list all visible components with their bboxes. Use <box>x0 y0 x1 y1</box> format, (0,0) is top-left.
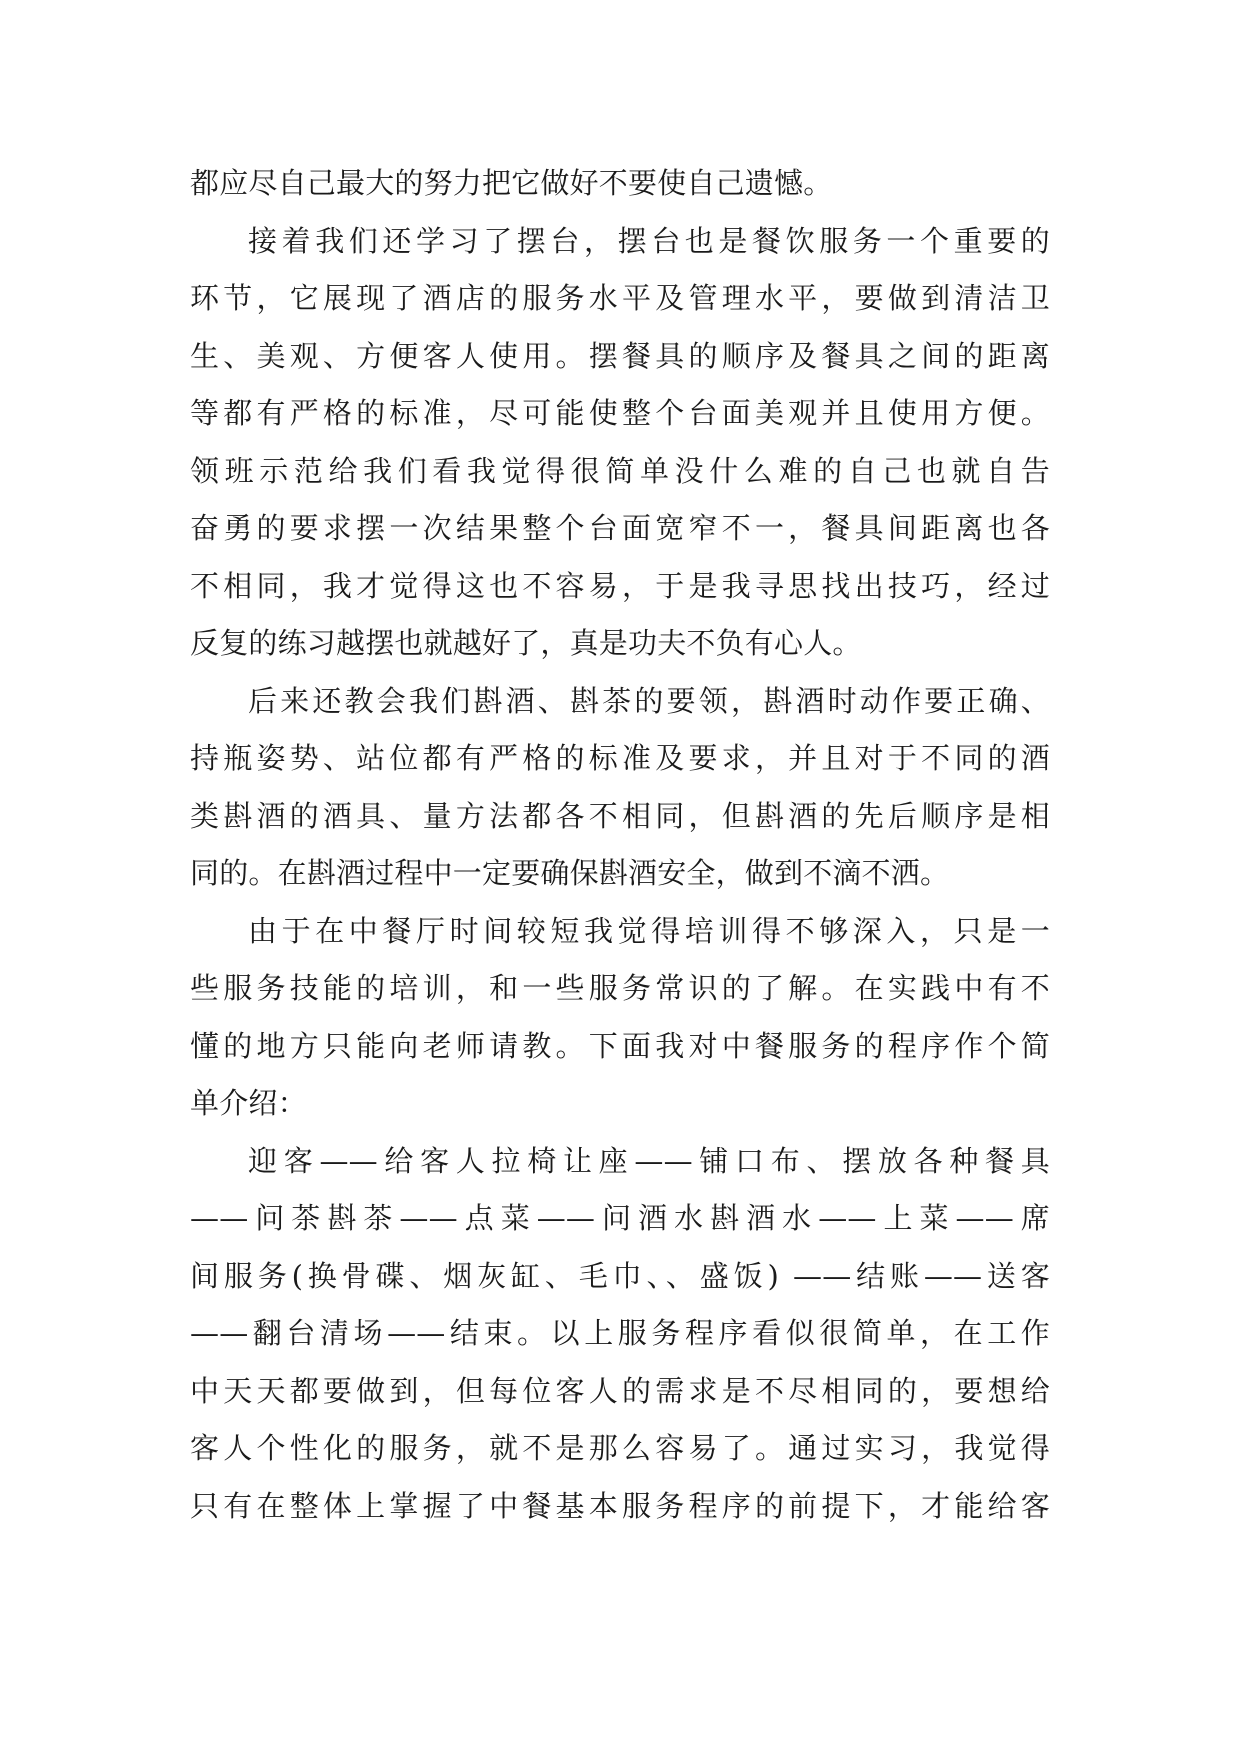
text-line: 类斟酒的酒具、量方法都各不相同，但斟酒的先后顺序是相 <box>190 798 1050 833</box>
text-line: 中天天都要做到，但每位客人的需求是不尽相同的，要想给 <box>190 1373 1050 1408</box>
text-line: 迎客——给客人拉椅让座——铺口布、摆放各种餐具 <box>248 1143 1050 1178</box>
text-line: 后来还教会我们斟酒、斟茶的要领，斟酒时动作要正确、 <box>248 683 1050 718</box>
text-line: 些服务技能的培训，和一些服务常识的了解。在实践中有不 <box>190 971 1050 1005</box>
text-line: 持瓶姿势、站位都有严格的标准及要求，并且对于不同的酒 <box>190 741 1050 775</box>
document-body <box>190 155 1050 1535</box>
text-line: 都应尽自己最大的努力把它做好不要使自己遗憾。 <box>190 166 833 200</box>
text-line: 间服务(换骨碟、烟灰缸、毛巾、、盛饭) ——结账——送客 <box>190 1258 1050 1293</box>
text-line: 环节，它展现了酒店的服务水平及管理水平，要做到清洁卫 <box>190 281 1050 315</box>
text-line: 生、美观、方便客人使用。摆餐具的顺序及餐具之间的距离 <box>190 338 1050 373</box>
text-line: 单介绍： <box>190 1086 307 1120</box>
text-line: 客人个性化的服务，就不是那么容易了。通过实习，我觉得 <box>190 1431 1050 1465</box>
text-line: 奋勇的要求摆一次结果整个台面宽窄不一，餐具间距离也各 <box>190 511 1050 545</box>
text-line: 反复的练习越摆也就越好了，真是功夫不负有心人。 <box>190 626 862 660</box>
text-line: 不相同，我才觉得这也不容易，于是我寻思找出技巧，经过 <box>190 568 1050 603</box>
text-line: ——问茶斟茶——点菜——问酒水斟酒水——上菜——席 <box>190 1201 1050 1235</box>
text-line: 只有在整体上掌握了中餐基本服务程序的前提下，才能给客 <box>190 1488 1050 1523</box>
text-line: 领班示范给我们看我觉得很简单没什么难的自己也就自告 <box>190 453 1050 488</box>
text-line: ——翻台清场——结束。以上服务程序看似很简单，在工作 <box>190 1316 1050 1350</box>
text-line: 由于在中餐厅时间较短我觉得培训得不够深入，只是一 <box>248 913 1050 948</box>
text-line: 同的。在斟酒过程中一定要确保斟酒安全，做到不滴不洒。 <box>190 856 950 890</box>
text-line: 懂的地方只能向老师请教。下面我对中餐服务的程序作个简 <box>190 1028 1050 1063</box>
text-line: 接着我们还学习了摆台，摆台也是餐饮服务一个重要的 <box>248 223 1050 258</box>
text-line: 等都有严格的标准，尽可能使整个台面美观并且使用方便。 <box>190 396 1050 430</box>
